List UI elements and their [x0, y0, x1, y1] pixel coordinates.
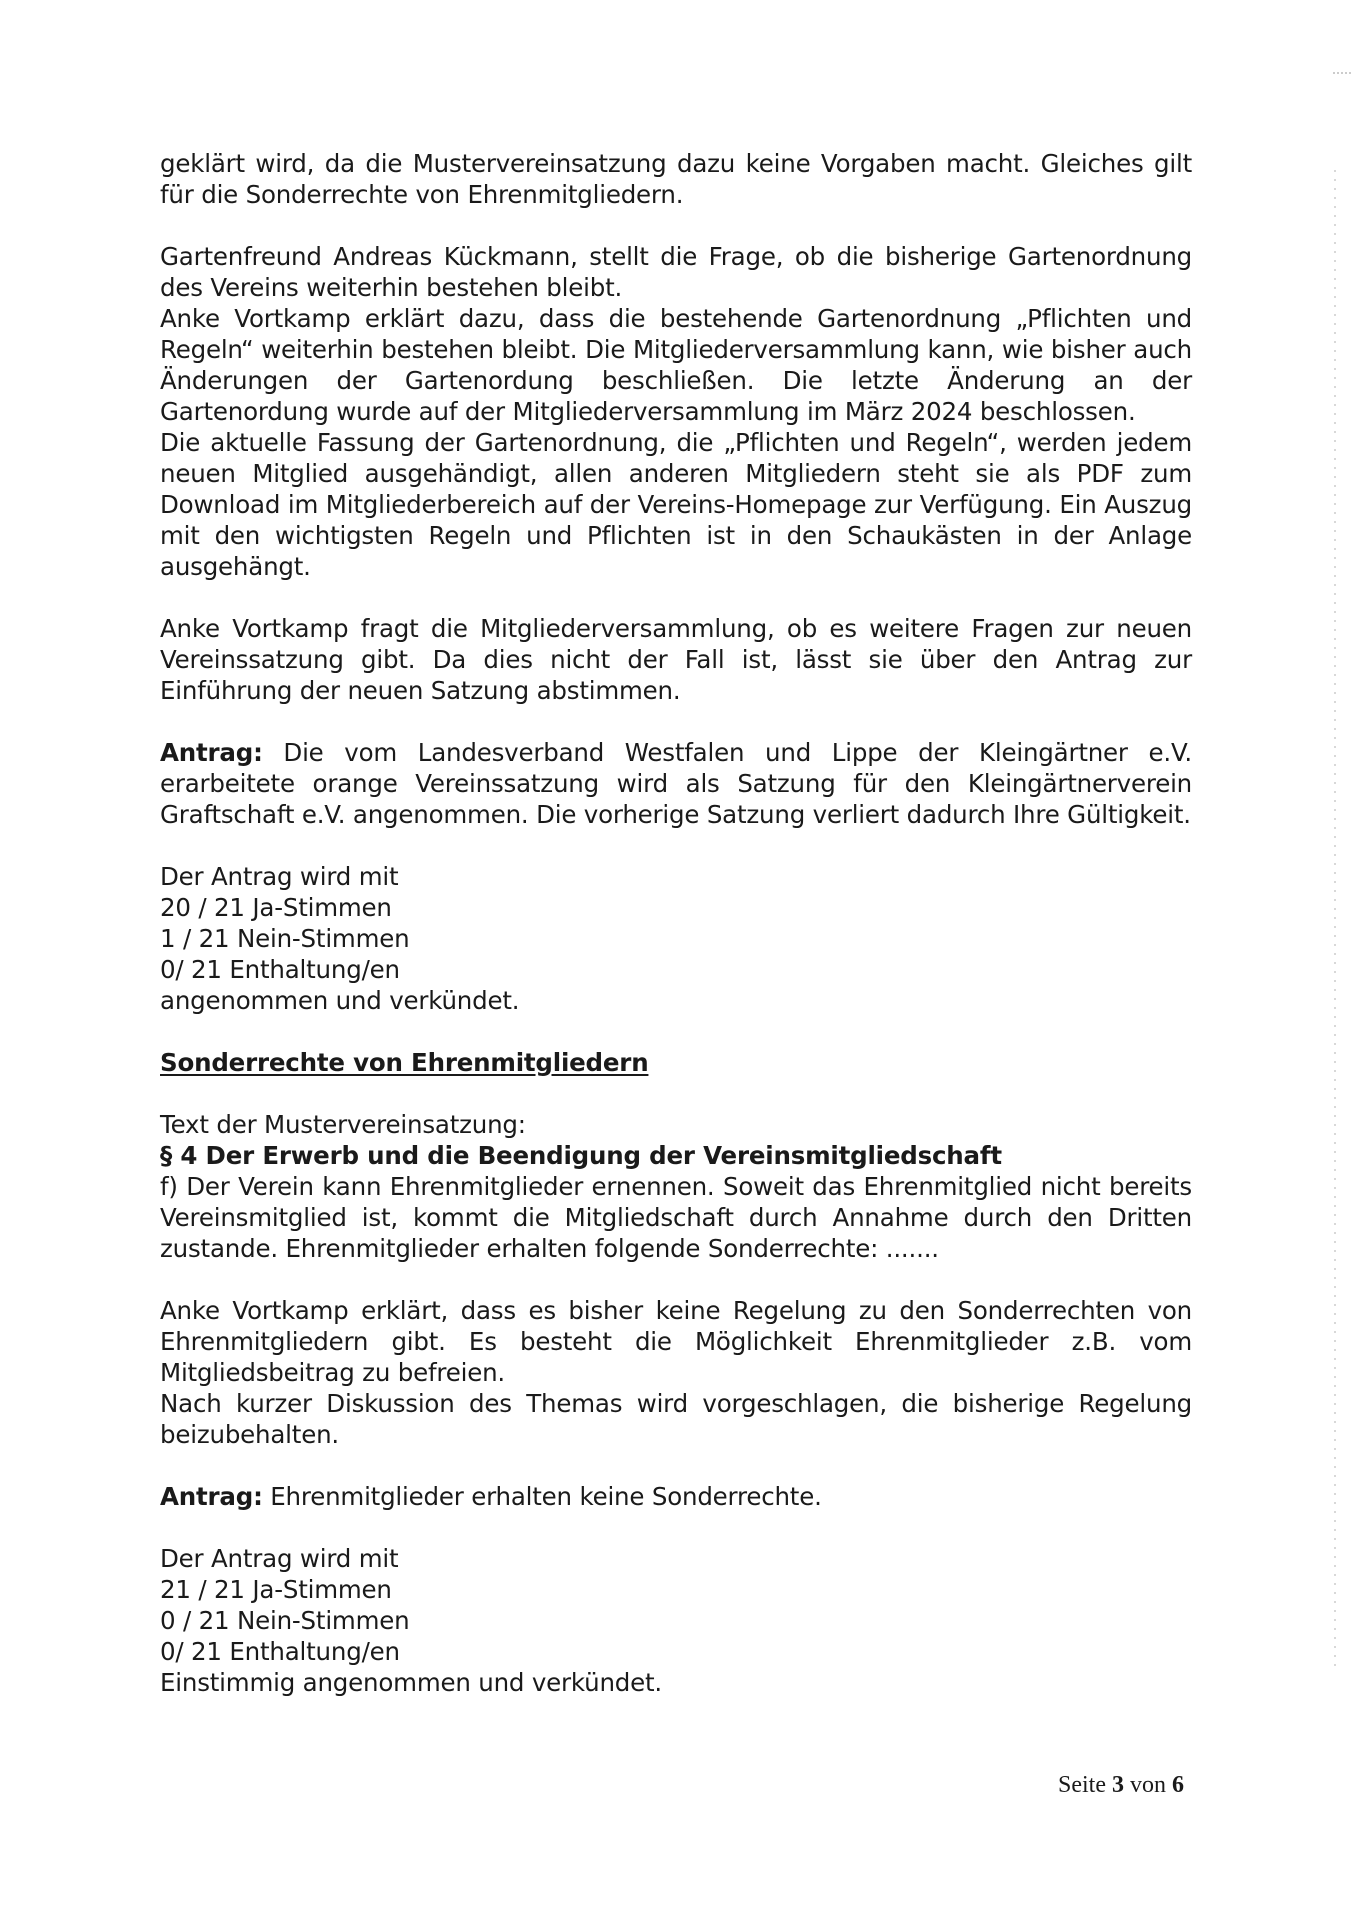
current-page: 3	[1112, 1772, 1124, 1798]
vote-result: angenommen und verkündet.	[160, 986, 520, 1015]
motion-label: Antrag:	[160, 1482, 263, 1511]
paragraph-question-gartenordnung: Gartenfreund Andreas Kückmann, stellt die Frage, ob die bisherige Gartenordnung des Vereins weiterhin bestehen bleibt.	[160, 242, 1192, 302]
vote-result-2	[160, 1543, 1192, 1698]
vote-yes: 21 / 21 Ja-Stimmen	[160, 1575, 392, 1604]
vote-result-1	[160, 861, 1192, 1016]
paragraph-current-version: Die aktuelle Fassung der Gartenordnung, die „Pflichten und Regeln“, werden jedem neuen Mitglied ausgehändigt, allen anderen Mitgliedern steht sie als PDF zum Download im Mitgliederbereich auf der Vereins-Homepage zur Verfügung. Ein Auszug mit den wichtigsten Regeln und Pflichten ist in den Schaukästen in der Anlage ausgehängt.	[160, 428, 1192, 581]
clause-text: f) Der Verein kann Ehrenmitglieder ernennen. Soweit das Ehrenmitglied nicht bereits Vereinsmitglied ist, kommt die Mitgliedschaft durch Annahme durch den Dritten zustande. Ehrenmitglieder erhalten folgende Sonderrechte: .......	[160, 1172, 1192, 1263]
vote-no: 1 / 21 Nein-Stimmen	[160, 924, 410, 953]
total-pages: 6	[1172, 1772, 1184, 1798]
motion-new-statute	[160, 737, 1192, 830]
vote-abstain: 0/ 21 Enthaltung/en	[160, 1637, 400, 1666]
page-number-prefix: Seite	[1058, 1772, 1112, 1798]
clause-title: § 4 Der Erwerb und die Beendigung der Vereinsmitgliedschaft	[160, 1141, 1002, 1170]
paragraph-no-rules: Anke Vortkamp erklärt, dass es bisher keine Regelung zu den Sonderrechten von Ehrenmitgliedern gibt. Es besteht die Möglichkeit Ehrenmitglieder z.B. vom Mitgliedsbeitrag zu befreien.	[160, 1296, 1192, 1387]
scan-artifact-top	[1333, 72, 1353, 74]
page-number	[1058, 1772, 1184, 1799]
motion-text: Ehrenmitglieder erhalten keine Sonderrechte.	[262, 1482, 822, 1511]
paragraph-proposal: Nach kurzer Diskussion des Themas wird vorgeschlagen, die bisherige Regelung beizubehalten.	[160, 1389, 1192, 1449]
vote-result: Einstimmig angenommen und verkündet.	[160, 1668, 663, 1697]
statute-intro: Text der Mustervereinsatzung:	[160, 1110, 526, 1139]
scan-artifact-edge	[1334, 170, 1336, 1670]
page-number-separator: von	[1124, 1772, 1172, 1798]
motion-honorary-members	[160, 1481, 1192, 1512]
vote-yes: 20 / 21 Ja-Stimmen	[160, 893, 392, 922]
vote-no: 0 / 21 Nein-Stimmen	[160, 1606, 410, 1635]
paragraph-further-questions: Anke Vortkamp fragt die Mitgliederversammlung, ob es weitere Fragen zur neuen Vereinssatzung gibt. Da dies nicht der Fall ist, lässt sie über den Antrag zur Einführung der neuen Satzung abstimmen.	[160, 614, 1192, 705]
page-content	[160, 148, 1192, 1698]
paragraph-answer-gartenordnung: Anke Vortkamp erklärt dazu, dass die bestehende Gartenordnung „Pflichten und Regeln“ weiterhin bestehen bleibt. Die Mitgliederversammlung kann, wie bisher auch Änderungen der Gartenordung beschließen. Die letzte Änderung an der Gartenordung wurde auf der Mitgliederversammlung im März 2024 beschlossen.	[160, 304, 1192, 426]
motion-label: Antrag:	[160, 738, 263, 767]
vote-intro: Der Antrag wird mit	[160, 1544, 399, 1573]
motion-text: Die vom Landesverband Westfalen und Lippe der Kleingärtner e.V. erarbeitete orange Vereinssatzung wird als Satzung für den Kleingärtnerverein Graftschaft e.V. angenommen. Die vorherige Satzung verliert dadurch Ihre Gültigkeit.	[160, 738, 1192, 829]
vote-intro: Der Antrag wird mit	[160, 862, 399, 891]
paragraph-continuation: geklärt wird, da die Mustervereinsatzung dazu keine Vorgaben macht. Gleiches gilt für die Sonderrechte von Ehrenmitgliedern.	[160, 149, 1192, 209]
vote-abstain: 0/ 21 Enthaltung/en	[160, 955, 400, 984]
section-heading: Sonderrechte von Ehrenmitgliedern	[160, 1048, 649, 1077]
